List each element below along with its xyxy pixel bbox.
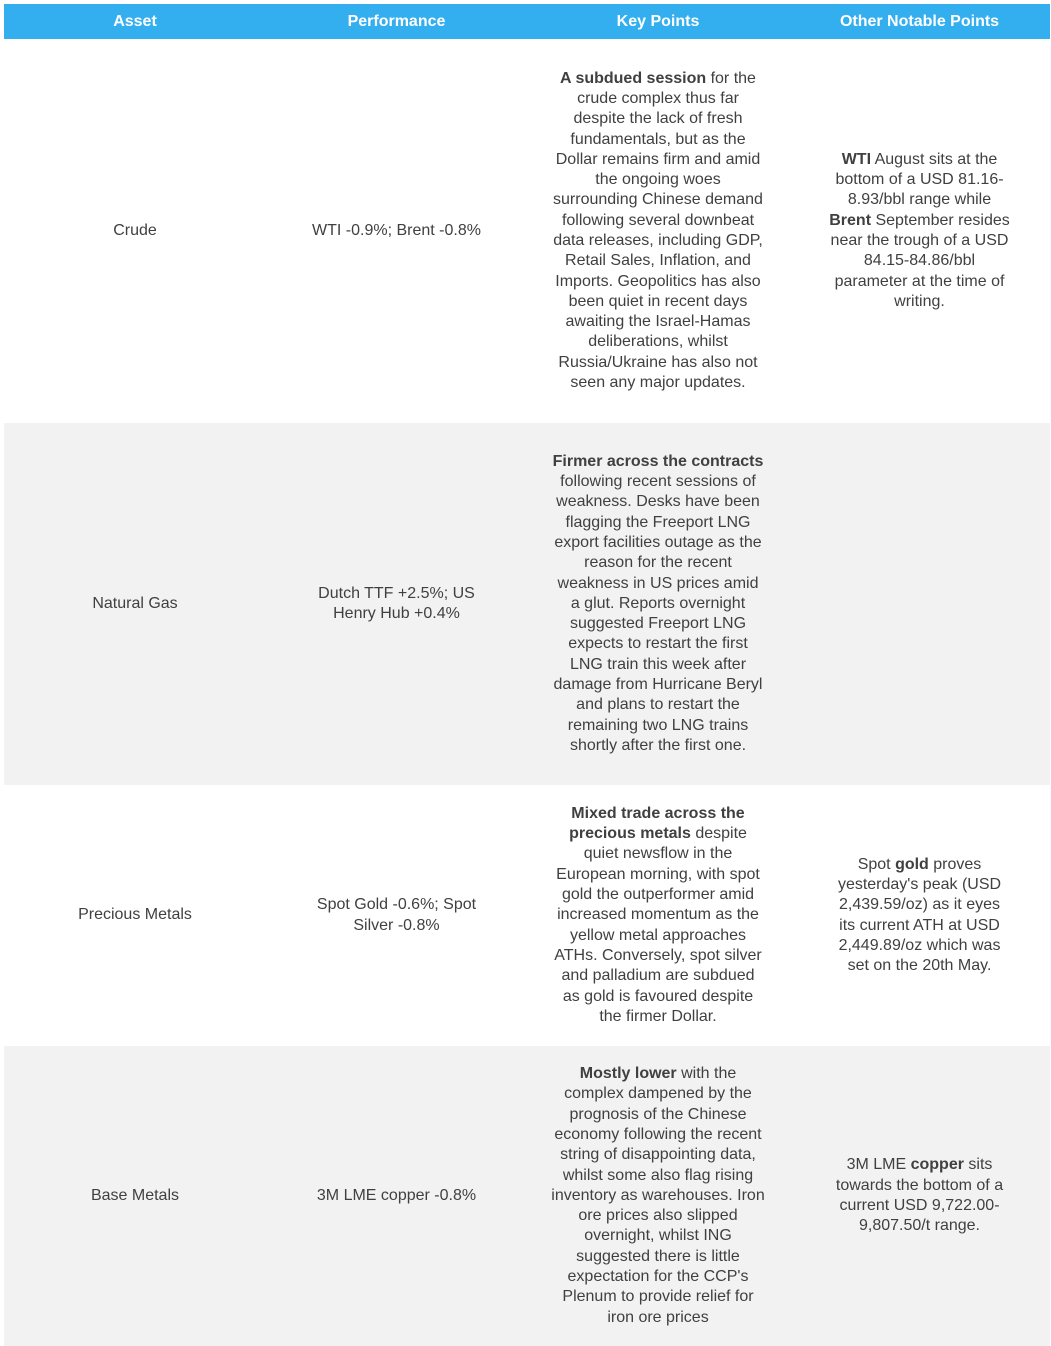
- other-points-text: proves yesterday's peak (USD 2,439.59/oz) as it eyes its current ATH at USD 2,449.89/oz which was set on the 20th May.: [837, 855, 1002, 975]
- performance-cell: Spot Gold -0.6%; Spot Silver -0.8%: [316, 896, 477, 934]
- other-points-cell: [789, 1046, 1050, 1346]
- other-points-text: Spot: [857, 855, 896, 873]
- key-points-bold: Firmer across the contracts: [552, 452, 764, 470]
- header-other-notable-points: Other Notable Points: [839, 12, 1000, 30]
- table-row: [4, 785, 1050, 1046]
- other-points-text: sits towards the bottom of a current USD 9,722.00-9,807.50/t range.: [835, 1156, 1004, 1235]
- other-points-cell: [789, 423, 1050, 785]
- key-points-cell: [527, 785, 789, 1046]
- header-key-points: Key Points: [616, 12, 700, 30]
- asset-cell: Base Metals: [90, 1186, 180, 1204]
- performance-cell: 3M LME copper -0.8%: [316, 1186, 477, 1204]
- table-row: [4, 39, 1050, 423]
- performance-cell: WTI -0.9%; Brent -0.8%: [312, 221, 481, 239]
- other-points-bold: WTI: [841, 150, 872, 168]
- table-row: [4, 423, 1050, 785]
- asset-cell: Natural Gas: [92, 594, 178, 612]
- key-points-cell: [527, 39, 789, 423]
- key-points-text: despite quiet newsflow in the European morning, with spot gold the outperformer amid increased momentum as the yellow metal approaches ATHs. Conversely, spot silver and palladium are subdued as gold is favoured despite the firmer Dollar.: [554, 825, 762, 1025]
- commodities-table: [4, 4, 1050, 1346]
- other-points-text: 3M LME: [846, 1156, 911, 1174]
- other-points-text: August sits at the bottom of a USD 81.16-8.93/bbl range while: [835, 150, 1004, 209]
- other-points-cell: [789, 39, 1050, 423]
- key-points-text: with the complex dampened by the prognosis of the Chinese economy following the recent string of disappointing data, whilst some also flag rising inventory as warehouses. Iron ore prices also slipped overnight, whilst ING suggested there is little expectation for the CCP's Plenum to provide relief for iron ore prices: [551, 1065, 765, 1326]
- other-points-bold: gold: [895, 855, 929, 873]
- key-points-text: following recent sessions of weakness. Desks have been flagging the Freeport LNG export facilities outage as the reason for the recent weakness in US prices amid a glut. Reports overnight suggested Freeport LNG expects to restart the first LNG train this week after damage from Hurricane Beryl and plans to restart the remaining two LNG trains shortly after the first one.: [553, 473, 763, 754]
- table-header: [4, 4, 1050, 39]
- key-points-bold: A subdued session: [560, 69, 707, 87]
- other-points-bold: Brent: [829, 211, 872, 229]
- key-points-text: for the crude complex thus far despite the lack of fresh fundamentals, but as the Dollar remains firm and amid the ongoing woes surrounding Chinese demand following several downbeat data releases, including GDP, Retail Sales, Inflation, and Imports. Geopolitics has also been quiet in recent days awaiting the Israel-Hamas deliberations, whilst Russia/Ukraine has also not seen any major updates.: [553, 69, 763, 392]
- key-points-cell: [527, 423, 789, 785]
- table-row: [4, 1046, 1050, 1346]
- other-points-cell: [789, 785, 1050, 1046]
- asset-cell: Precious Metals: [78, 906, 192, 924]
- key-points-bold: Mixed trade across the precious metals: [569, 804, 745, 843]
- other-points-bold: copper: [910, 1156, 964, 1174]
- header-performance: Performance: [347, 12, 446, 30]
- key-points-cell: [527, 1046, 789, 1346]
- other-points-text: September resides near the trough of a USD 84.15-84.86/bbl parameter at the time of writing.: [830, 211, 1010, 310]
- header-asset: Asset: [113, 12, 157, 30]
- key-points-bold: Mostly lower: [579, 1065, 677, 1083]
- performance-cell: Dutch TTF +2.5%; US Henry Hub +0.4%: [318, 584, 475, 622]
- asset-cell: Crude: [113, 221, 157, 239]
